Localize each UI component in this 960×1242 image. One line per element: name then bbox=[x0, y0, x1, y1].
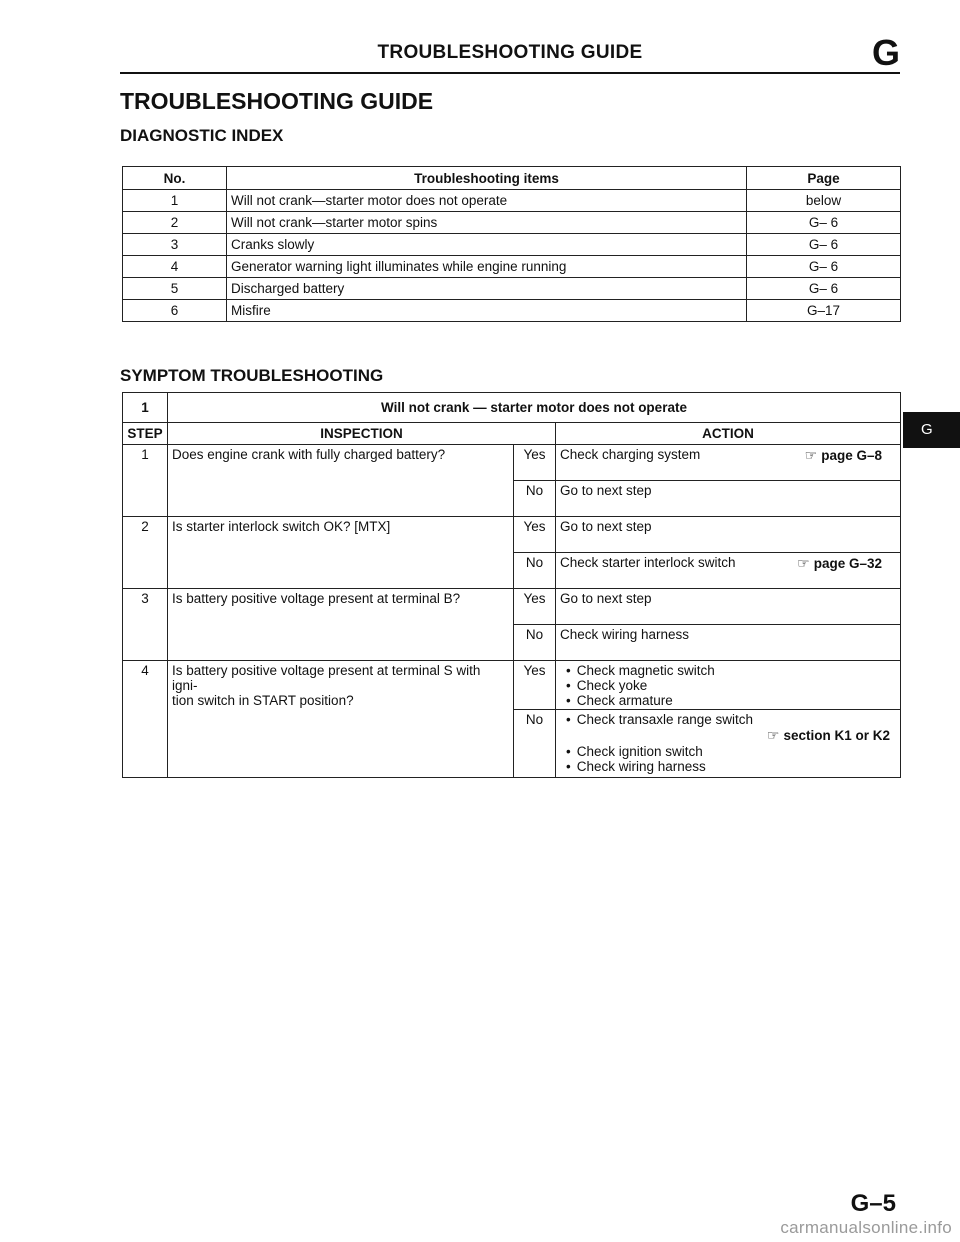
symptom-troubleshooting-title: SYMPTOM TROUBLESHOOTING bbox=[120, 366, 384, 385]
inspection-text: Does engine crank with fully charged battery? bbox=[168, 445, 514, 517]
row-no: 3 bbox=[123, 234, 227, 256]
reference-text: section K1 or K2 bbox=[783, 728, 890, 743]
action-text: Check charging system bbox=[560, 447, 701, 462]
action-item: • Check armature bbox=[566, 693, 896, 708]
row-page: G– 6 bbox=[747, 234, 901, 256]
pointing-hand-icon: ☞ bbox=[766, 727, 780, 743]
section-letter: G bbox=[871, 32, 900, 73]
action-cell bbox=[556, 710, 901, 778]
table-header-row bbox=[123, 167, 901, 190]
action-text: Check wiring harness bbox=[556, 625, 901, 661]
page-reference bbox=[805, 447, 882, 464]
action-text: Check starter interlock switch bbox=[560, 555, 736, 570]
row-page: G– 6 bbox=[747, 212, 901, 234]
row-no: 6 bbox=[123, 300, 227, 322]
action-list bbox=[560, 712, 896, 727]
action-cell bbox=[556, 553, 901, 589]
step-number: 2 bbox=[123, 517, 168, 589]
row-item: Cranks slowly bbox=[227, 234, 747, 256]
no-label: No bbox=[514, 710, 556, 778]
table-row bbox=[123, 300, 901, 322]
no-label: No bbox=[514, 553, 556, 589]
no-label: No bbox=[514, 625, 556, 661]
inspection-line: tion switch in START position? bbox=[172, 693, 354, 708]
action-item: • Check yoke bbox=[566, 678, 896, 693]
reference-text: page G–8 bbox=[821, 448, 882, 463]
pointing-hand-icon: ☞ bbox=[804, 447, 818, 463]
row-page: below bbox=[747, 190, 901, 212]
action-text: Go to next step bbox=[556, 517, 901, 553]
row-item: Will not crank—starter motor spins bbox=[227, 212, 747, 234]
row-no: 2 bbox=[123, 212, 227, 234]
symptom-number: 1 bbox=[123, 393, 168, 423]
page-number: G–5 bbox=[850, 1190, 896, 1217]
running-head-title: TROUBLESHOOTING GUIDE bbox=[377, 42, 643, 63]
watermark: carmanualsonline.info bbox=[780, 1218, 952, 1237]
action-list bbox=[560, 663, 896, 708]
diagnostic-index-title: DIAGNOSTIC INDEX bbox=[120, 126, 284, 145]
row-page: G–17 bbox=[747, 300, 901, 322]
step-row bbox=[123, 517, 901, 553]
no-label: No bbox=[514, 481, 556, 517]
inspection-text: Is battery positive voltage present at terminal B? bbox=[168, 589, 514, 661]
col-header-page: Page bbox=[747, 167, 901, 190]
step-row bbox=[123, 589, 901, 625]
col-header-no: No. bbox=[123, 167, 227, 190]
action-cell bbox=[556, 661, 901, 710]
action-item: • Check ignition switch bbox=[566, 744, 896, 759]
action-item: • Check wiring harness bbox=[566, 759, 896, 774]
row-no: 4 bbox=[123, 256, 227, 278]
step-row bbox=[123, 661, 901, 710]
reference-text: page G–32 bbox=[813, 556, 882, 571]
pointing-hand-icon: ☞ bbox=[797, 555, 810, 571]
page-title: TROUBLESHOOTING GUIDE bbox=[120, 88, 434, 114]
action-item: • Check magnetic switch bbox=[566, 663, 896, 678]
table-row bbox=[123, 256, 901, 278]
table-row bbox=[123, 234, 901, 256]
action-item: • Check transaxle range switch bbox=[566, 712, 896, 727]
table-row bbox=[123, 278, 901, 300]
inspection-text bbox=[168, 661, 514, 778]
symptom-name: Will not crank — starter motor does not operate bbox=[168, 393, 901, 423]
symptom-title-row bbox=[123, 393, 901, 423]
section-tab: G bbox=[903, 412, 960, 448]
step-row bbox=[123, 445, 901, 481]
action-text: Go to next step bbox=[556, 481, 901, 517]
yes-label: Yes bbox=[514, 589, 556, 625]
row-item: Generator warning light illuminates while engine running bbox=[227, 256, 747, 278]
inspection-line: Is battery positive voltage present at terminal S with igni- bbox=[172, 663, 481, 693]
page-reference bbox=[797, 555, 882, 572]
symptom-table bbox=[122, 392, 901, 778]
col-header-step: STEP bbox=[123, 423, 168, 445]
row-no: 1 bbox=[123, 190, 227, 212]
step-number: 4 bbox=[123, 661, 168, 778]
row-no: 5 bbox=[123, 278, 227, 300]
running-head bbox=[120, 32, 900, 74]
yes-label: Yes bbox=[514, 517, 556, 553]
step-number: 3 bbox=[123, 589, 168, 661]
row-item: Will not crank—starter motor does not operate bbox=[227, 190, 747, 212]
action-cell bbox=[556, 445, 901, 481]
yes-label: Yes bbox=[514, 445, 556, 481]
diagnostic-index-table bbox=[122, 166, 901, 322]
inspection-text: Is starter interlock switch OK? [MTX] bbox=[168, 517, 514, 589]
yes-label: Yes bbox=[514, 661, 556, 710]
table-row bbox=[123, 212, 901, 234]
section-reference bbox=[560, 727, 896, 744]
row-item: Discharged battery bbox=[227, 278, 747, 300]
col-header-inspection: INSPECTION bbox=[168, 423, 556, 445]
row-item: Misfire bbox=[227, 300, 747, 322]
action-text: Go to next step bbox=[556, 589, 901, 625]
symptom-header-row bbox=[123, 423, 901, 445]
step-number: 1 bbox=[123, 445, 168, 517]
row-page: G– 6 bbox=[747, 278, 901, 300]
row-page: G– 6 bbox=[747, 256, 901, 278]
col-header-action: ACTION bbox=[556, 423, 901, 445]
col-header-items: Troubleshooting items bbox=[227, 167, 747, 190]
table-row bbox=[123, 190, 901, 212]
action-list bbox=[560, 744, 896, 774]
